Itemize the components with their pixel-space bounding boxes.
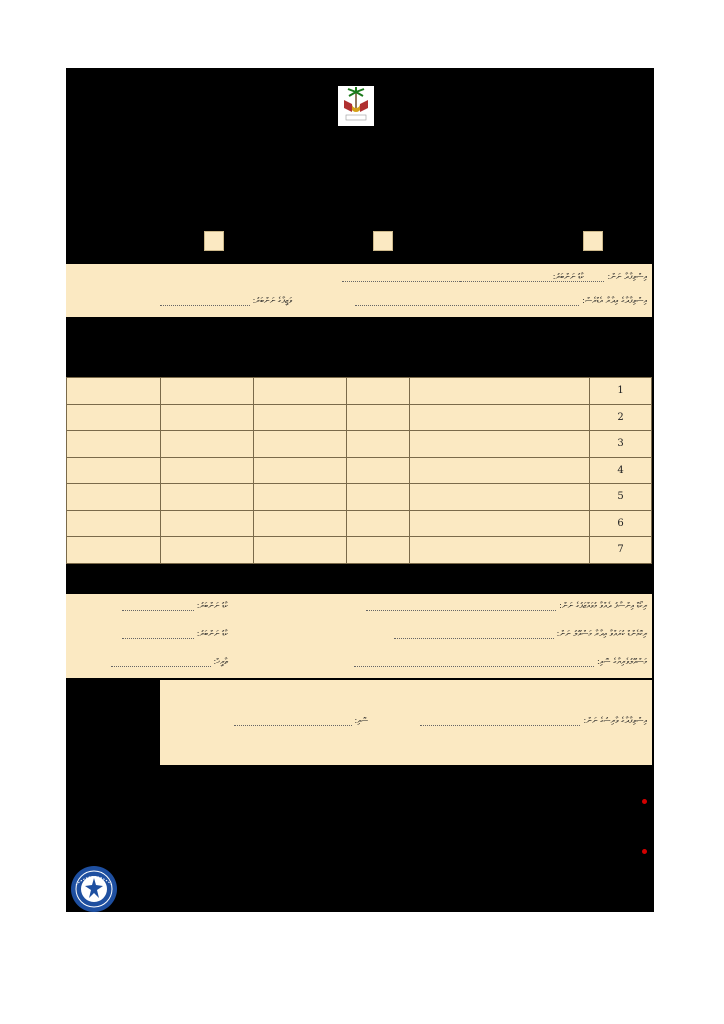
approval-card-number-label: ކާޑު ނަންބަރު:: [196, 601, 228, 610]
table-row: [67, 378, 652, 405]
option-checkbox-3[interactable]: [583, 231, 603, 251]
employee-number-field[interactable]: [160, 298, 250, 306]
applicant-info-panel: [66, 264, 652, 317]
applicant-name-label: އިސްތިފާދާ ނަން:: [607, 272, 647, 281]
option-checkbox-2[interactable]: [373, 231, 393, 251]
records-table: [66, 377, 652, 564]
row-number: 5: [590, 484, 652, 511]
heir-name-label: އިސްތިފާދާގެ ވާރިސުގެ ނަން:: [583, 716, 647, 725]
table-row: [67, 510, 652, 537]
signature-field[interactable]: [234, 718, 352, 726]
table-row: [67, 484, 652, 511]
row-number: 4: [590, 457, 652, 484]
approval-panel: [66, 594, 652, 678]
row-number: 3: [590, 431, 652, 458]
card-number-label: ކާޑު ނަންބަރު:: [552, 272, 584, 281]
recommender-card-number-field[interactable]: [122, 631, 194, 639]
table-row: [67, 457, 652, 484]
recorder-name-field[interactable]: [366, 603, 556, 611]
recommender-name-label: ރިކޮމެންޑް ކުރައްވާ އިދާރާ މަސްއޫލު ނަން:: [556, 629, 647, 638]
date-label: ތާރީޚް:: [213, 657, 228, 666]
heir-name-field[interactable]: [420, 718, 580, 726]
note-bullet-icon: [642, 799, 647, 804]
office-address-label: އިސްތިފާދާގެ އިދާރާ އެޑްރެސް:: [582, 296, 647, 305]
receipt-panel: [160, 680, 652, 765]
row-number: 6: [590, 510, 652, 537]
table-row: [67, 404, 652, 431]
row-number: 7: [590, 537, 652, 564]
employee-number-label: ވަޒީފާގެ ނަންބަރު:: [252, 296, 292, 305]
date-field[interactable]: [111, 659, 211, 667]
row-number: 1: [590, 378, 652, 405]
officer-signature-label: މަސްއޫލުވެރިޔާގެ ސޮއި:: [596, 657, 647, 666]
approval-card-number-field[interactable]: [122, 603, 194, 611]
seal-icon: [70, 865, 118, 913]
signature-label: ސޮއި:: [354, 716, 368, 725]
recommender-card-number-label: ކާޑު ނަންބަރު:: [196, 629, 228, 638]
recommender-name-field[interactable]: [394, 631, 554, 639]
row-number: 2: [590, 404, 652, 431]
officer-signature-field[interactable]: [354, 659, 594, 667]
recorder-name-label: ރިކޯޑް އިންސާފު ދެއްވާ މުވައްޒަފުގެ ނަން:: [559, 601, 647, 610]
table-row: [67, 537, 652, 564]
emblem-icon: [338, 86, 374, 126]
office-address-field[interactable]: [355, 298, 579, 306]
table-row: [67, 431, 652, 458]
note-bullet-icon: [642, 849, 647, 854]
option-checkbox-1[interactable]: [204, 231, 224, 251]
applicant-name-field[interactable]: [342, 274, 604, 282]
form-sheet: [66, 68, 654, 912]
